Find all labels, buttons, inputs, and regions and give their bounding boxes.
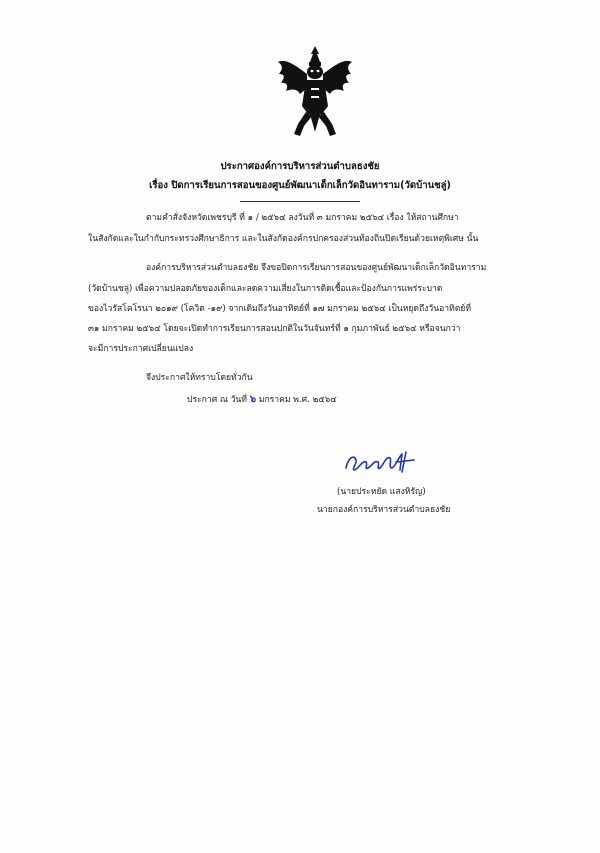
paragraph2-line-2: (วัดบ้านชลู่) เพื่อความปลอดภัยของเด็กและลดความเสี่ยงในการติดเชื้อและป้องกันการแพร่ระบาด [88,284,443,294]
announce-prefix: ประกาศ ณ วันที่ [187,395,247,405]
signature-icon [340,448,424,474]
document-subject: เรื่อง ปิดการเรียนการสอนของศูนย์พัฒนาเด็กเล็กวัดอินทาราม(วัดบ้านชลู่) [149,180,451,191]
document-title: ประกาศองค์การบริหารส่วนตำบลธงชัย [220,161,380,172]
paragraph2-line-1: องค์การบริหารส่วนตำบลธงชัย จึงขอปิดการเรียนการสอนของศูนย์พัฒนาเด็กเล็กวัดอินทาราม [146,263,487,273]
announce-date-line [187,394,337,406]
garuda-emblem-icon [276,44,354,140]
signer-name: (นายประหยัด แสงหิรัญ) [337,487,426,497]
handwritten-day: ๖ [249,394,257,405]
paragraph2-line-3: ของไวรัสโคโรนา ๒๐๑๙ (โควิด -๑๙) จากเดิมถึงวันอาทิตย์ที่ ๑๗ มกราคม ๒๕๖๔ เป็นหยุดถึงวันอาทิตย์ที่ [88,304,472,314]
title-divider [240,201,360,202]
paragraph2-line-4: ๓๑ มกราคม ๒๕๖๔ โดยจะเปิดทำการเรียนการสอนปกติในวันจันทร์ที่ ๑ กุมภาพันธ์ ๒๕๖๔ หรือจนกว่า [88,324,461,334]
paragraph1-line-1: ตามคำสั่งจังหวัดเพชรบุรี ที่ ๑ / ๒๕๖๔ ลงวันที่ ๓ มกราคม ๒๕๖๔ เรื่อง ให้สถานศึกษา [146,213,459,223]
paragraph1-line-2: ในสังกัดและในกำกับกระทรวงศึกษาธิการ และในสังกัดองค์กรปกครองส่วนท้องถิ่นปิดเรียนด้วยเหตุพิเศษ นั้น [88,234,479,244]
closing-line: จึงประกาศให้ทราบโดยทั่วกัน [146,373,253,383]
paragraph2-line-5: จะมีการประกาศเปลี่ยนแปลง [88,344,194,354]
announce-suffix: มกราคม พ.ศ. ๒๕๖๔ [258,395,337,405]
signer-position: นายกองค์การบริหารส่วนตำบลธงชัย [317,505,451,515]
